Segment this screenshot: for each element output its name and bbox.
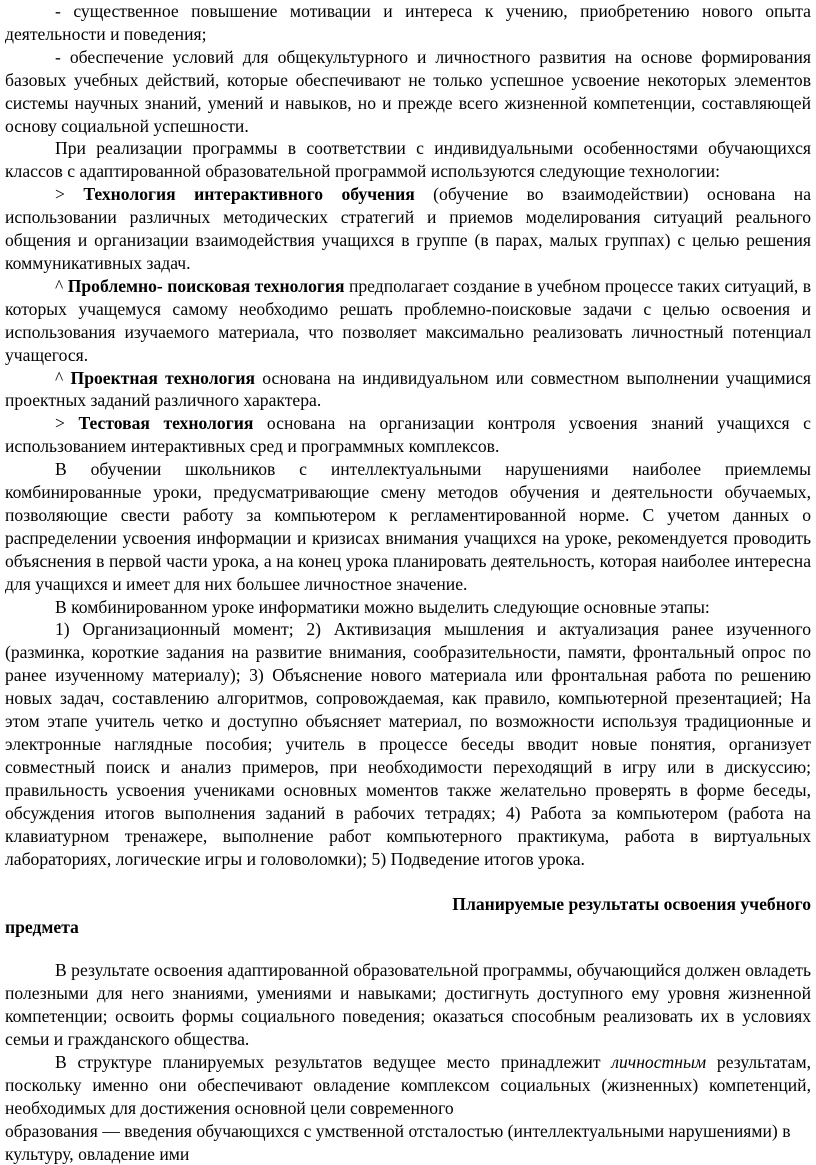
technology-description: основана на организации контроля усвоения знаний учащихся с использованием интерактивных сред и программных комплексов. — [5, 413, 811, 457]
technology-name: Технология интерактивного обучения — [83, 184, 415, 205]
paragraph-motivation: - существенное повышение мотивации и интереса к учению, приобретению нового опыта деятельности и поведения; — [5, 1, 811, 44]
document-page — [5, 0, 811, 1165]
technology-name: Проектная технология — [70, 367, 256, 388]
technology-name: Тестовая технология — [78, 413, 254, 434]
technology-description: предполагает создание в учебном процессе таких ситуаций, в которых учащемуся самому необходимо решать проблемно-поисковые задачи с целью освоения и использования изучаемого материала, что позволяет максимально реализовать личностный потенциал учащегося. — [5, 275, 812, 365]
section-heading — [5, 893, 811, 939]
heading-line-1: Планируемые результаты освоения учебного — [452, 894, 811, 915]
technology-description: (обучение во взаимодействии) основана на использовании различных методических стратегий и приемов моделирования ситуаций реального общения и организации взаимодействия учащихся в группе (в парах, малых группах) с целью решения коммуникативных задач. — [5, 184, 812, 273]
bullet-marker: ^ — [55, 367, 71, 388]
paragraph-lesson-stages: 1) Организационный момент; 2) Активизация мышления и актуализация ранее изученного (разминка, короткие задания на развитие внимания, сообразительности, памяти, фронтальный опрос по ранее изученному материалу); 3) Объяснение нового материала или фронтальная работа по решению новых задач, составлению алгоритмов, сопровождаемая, как правило, компьютерной презентацией; На этом этапе учитель четко и доступно объясняет материал, по возможности используя традиционные и электронные наглядные пособия; учитель в процессе беседы вводит новые понятия, организует совместный поиск и анализ примеров, при необходимости переходящий в игру или в дискуссию; правильность усвоения учениками основных моментов также желательно проверять в форме беседы, обсуждения итогов выполнения заданий в рабочих тетрадях; 4) Работа за компьютером (работа на клавиатурном тренажере, выполнение работ компьютерного практикума, работа в виртуальных лабораториях, логические игры и головоломки); 5) Подведение итогов урока. — [5, 619, 811, 869]
heading-line-2: предмета — [5, 917, 79, 938]
bullet-marker: ^ — [55, 275, 68, 296]
paragraph-test-technology — [5, 412, 811, 458]
paragraph-combined-lessons: В обучении школьников с интеллектуальными нарушениями наиболее приемлемы комбинированные уроки, предусматривающие смену методов обучения и деятельности обучаемых, позволяющие свести работу за компьютером к регламентированной норме. С учетом данных о распределении усвоения информации и кризисах внимания учащихся на уроке, рекомендуется проводить объяснения в первой части урока, а на конец урока планировать деятельность, которая наиболее интересна для учащихся и имеет для них большее личностное значение. — [5, 459, 811, 594]
paragraph-project-technology — [5, 367, 811, 413]
paragraph-interactive-technology — [5, 183, 811, 275]
bullet-marker: > — [55, 413, 79, 434]
paragraph-technologies-intro: При реализации программы в соответствии с индивидуальными особенностями обучающихся классов с адаптированной образовательной программой используются следующие технологии: — [5, 138, 811, 182]
paragraph-conditions: - обеспечение условий для общекультурного и личностного развития на основе формирования базовых учебных действий, которые обеспечивают не только успешное усвоение некоторых элементов системы научных знаний, умений и навыков, но и прежде всего жизненной компетенции, составляющей основу социальной успешности. — [5, 46, 811, 136]
paragraph-personal-results: В структуре планируемых результатов ведущее место принадлежит личностным результатам, поскольку именно они обеспечивают овладение комплексом социальных (жизненных) компетенций, необходимых для достижения основной цели современного — [5, 1051, 811, 1118]
paragraph-education-goal: образования — введения обучающихся с умственной отсталостью (интеллектуальными нарушениями) в культуру, овладение ими — [5, 1120, 791, 1164]
paragraph-lesson-stages-intro: В комбинированном уроке информатики можно выделить следующие основные этапы: — [55, 596, 710, 617]
bullet-marker: > — [55, 184, 84, 205]
technology-description: основана на индивидуальном или совместном выполнении учащимися проектных заданий различного характера. — [5, 367, 811, 411]
paragraph-results: В результате освоения адаптированной образовательной программы, обучающийся должен овладеть полезными для него знаниями, умениями и навыками; достигнуть доступного ему уровня жизненной компетенции; освоить формы социального поведения; оказаться способным реализовать их в условиях семьи и гражданского общества. — [5, 960, 811, 1049]
technology-name: Проблемно- поисковая технология — [67, 275, 345, 296]
paragraph-problem-search-technology — [5, 275, 811, 367]
italic-term: личностным — [611, 1051, 707, 1072]
